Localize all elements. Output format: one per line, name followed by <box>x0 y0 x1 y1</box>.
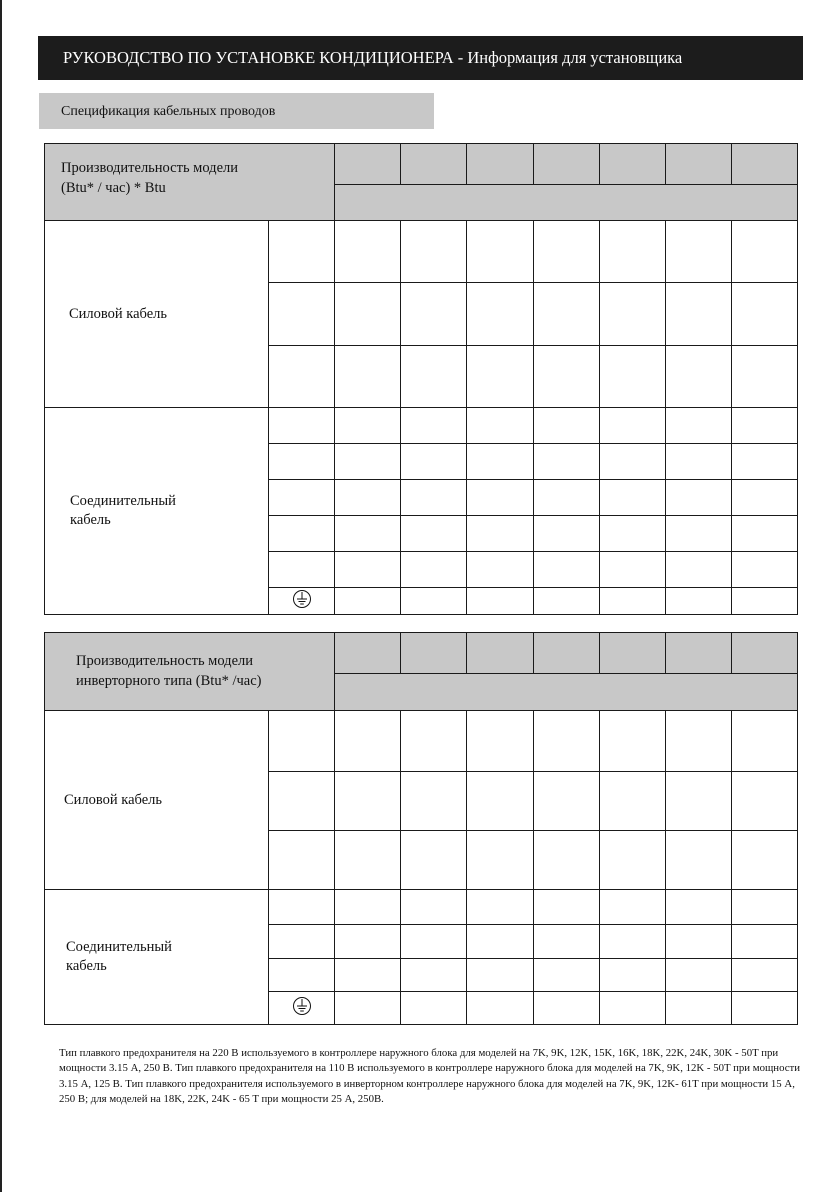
table-cell <box>401 772 467 831</box>
table-cell <box>269 772 335 831</box>
table-cell <box>666 992 732 1025</box>
header-cell <box>335 633 401 674</box>
table-cell <box>401 221 467 283</box>
table-cell <box>467 444 534 480</box>
table-cell <box>666 711 732 772</box>
header-subrow <box>335 185 798 221</box>
table-cell <box>732 831 798 890</box>
table-cell <box>335 959 401 992</box>
table-cell <box>467 831 534 890</box>
header-cell <box>401 144 467 185</box>
table-cell <box>732 408 798 444</box>
table-cell <box>732 480 798 516</box>
table-cell <box>269 890 335 925</box>
table-cell <box>401 444 467 480</box>
table-cell <box>534 959 600 992</box>
table-cell <box>534 516 600 552</box>
table-cell <box>666 516 732 552</box>
table-cell <box>401 552 467 588</box>
table-cell <box>269 925 335 959</box>
table-cell <box>467 552 534 588</box>
table-cell <box>534 890 600 925</box>
table-cell <box>335 552 401 588</box>
table-cell <box>335 444 401 480</box>
header-cell <box>600 633 666 674</box>
table-cell <box>401 516 467 552</box>
table-cell <box>666 831 732 890</box>
table-cell <box>467 925 534 959</box>
header-cell <box>732 144 798 185</box>
table-cell <box>600 772 666 831</box>
table-cell <box>534 588 600 615</box>
connecting-cable-line1: Соединительный <box>70 493 176 509</box>
table-cell <box>600 588 666 615</box>
table-cell <box>269 552 335 588</box>
table-cell <box>467 588 534 615</box>
power-cable-label: Силовой кабель <box>45 711 269 890</box>
fuse-footnote: Тип плавкого предохранителя на 220 В используемого в контроллере наружного блока для моделей на 7K, 9K, 12K, 15K, 16K, 18K, 22K, 24K, 30K - 50T при мощности 3.15 A, 250 B. Тип плавкого предохранителя на 110 В используемого в контроллере наружного блока для моделей на 7K, 9K, 12K - 50T при мощности 3.15 A, 125 B. Тип плавкого предохранителя используемого в инверторном контроллере наружного блока для моделей на 7K, 9K, 12K- 61T при мощности 15 A, 250 B; для моделей на 18K, 22K, 24K - 65 T при мощности 25 A, 250B. <box>59 1047 801 1105</box>
page-left-edge <box>0 0 2 1192</box>
ground-cell <box>269 992 335 1025</box>
ground-cell <box>269 588 335 615</box>
ground-icon <box>292 996 312 1016</box>
table-cell <box>600 480 666 516</box>
table-cell <box>401 890 467 925</box>
table-cell <box>600 959 666 992</box>
header-cell <box>666 144 732 185</box>
table-cell <box>534 346 600 408</box>
table-cell <box>732 516 798 552</box>
header-cell <box>534 144 600 185</box>
table-cell <box>534 552 600 588</box>
table-cell <box>666 925 732 959</box>
table-cell <box>467 516 534 552</box>
table-cell <box>666 772 732 831</box>
table-cell <box>534 992 600 1025</box>
table-cell <box>335 588 401 615</box>
header-cell <box>534 633 600 674</box>
table-cell <box>401 925 467 959</box>
connecting-cable-line2: кабель <box>70 512 111 528</box>
table-cell <box>467 711 534 772</box>
table-cell <box>269 711 335 772</box>
header-cell <box>600 144 666 185</box>
table-cell <box>467 992 534 1025</box>
section-title: Спецификация кабельных проводов <box>39 93 434 129</box>
table-cell <box>732 890 798 925</box>
capacity-header-line2: инверторного типа (Btu* /час) <box>76 673 262 689</box>
table-cell <box>534 925 600 959</box>
table-cell <box>666 959 732 992</box>
table-cell <box>467 283 534 346</box>
table-cell <box>666 588 732 615</box>
header-cell <box>467 144 534 185</box>
table-cell <box>666 408 732 444</box>
power-cable-label: Силовой кабель <box>45 221 269 408</box>
table-cell <box>269 346 335 408</box>
header-cell <box>467 633 534 674</box>
table-cell <box>335 221 401 283</box>
table-cell <box>732 925 798 959</box>
table-cell <box>335 772 401 831</box>
table-cell <box>732 992 798 1025</box>
table-cell <box>600 408 666 444</box>
table-cell <box>732 221 798 283</box>
table-cell <box>534 711 600 772</box>
capacity-header-cell <box>45 144 335 221</box>
table-cell <box>534 831 600 890</box>
cable-spec-table-inverter <box>44 632 798 1025</box>
table-cell <box>534 772 600 831</box>
table-cell <box>269 831 335 890</box>
table-cell <box>401 283 467 346</box>
table-cell <box>732 772 798 831</box>
table-cell <box>600 283 666 346</box>
table-cell <box>732 346 798 408</box>
capacity-header-line1: Производительность модели <box>61 160 238 176</box>
table-cell <box>600 925 666 959</box>
table-cell <box>732 444 798 480</box>
connecting-cable-line2: кабель <box>66 958 107 974</box>
table-cell <box>269 221 335 283</box>
capacity-header-line2: (Btu* / час) * Btu <box>61 180 166 196</box>
table-cell <box>534 221 600 283</box>
table-cell <box>269 516 335 552</box>
table-cell <box>467 408 534 444</box>
table-cell <box>401 408 467 444</box>
table-cell <box>467 959 534 992</box>
table-cell <box>534 408 600 444</box>
table-cell <box>269 283 335 346</box>
table-cell <box>732 552 798 588</box>
table-cell <box>467 346 534 408</box>
table-cell <box>401 959 467 992</box>
table-cell <box>666 890 732 925</box>
table-cell <box>467 480 534 516</box>
table-cell <box>269 408 335 444</box>
table-cell <box>600 552 666 588</box>
table-cell <box>401 992 467 1025</box>
table-cell <box>467 221 534 283</box>
header-subrow <box>335 674 798 711</box>
table-cell <box>732 588 798 615</box>
capacity-header-cell <box>45 633 335 711</box>
capacity-header-line1: Производительность модели <box>76 653 253 669</box>
table-cell <box>732 283 798 346</box>
header-cell <box>401 633 467 674</box>
table-cell <box>666 552 732 588</box>
table-cell <box>269 444 335 480</box>
table-cell <box>401 831 467 890</box>
table-cell <box>534 444 600 480</box>
connecting-cable-label <box>45 890 269 1025</box>
table-cell <box>600 346 666 408</box>
table-cell <box>401 346 467 408</box>
table-cell <box>666 221 732 283</box>
table-cell <box>600 890 666 925</box>
table-cell <box>467 772 534 831</box>
ground-icon <box>292 589 312 609</box>
table-cell <box>335 831 401 890</box>
table-cell <box>335 480 401 516</box>
table-cell <box>335 346 401 408</box>
table-cell <box>666 444 732 480</box>
table-cell <box>335 711 401 772</box>
page-title: РУКОВОДСТВО ПО УСТАНОВКЕ КОНДИЦИОНЕРА - Информация для установщика <box>38 36 803 80</box>
table-cell <box>335 283 401 346</box>
header-cell <box>666 633 732 674</box>
table-cell <box>335 516 401 552</box>
table-cell <box>600 444 666 480</box>
table-cell <box>600 221 666 283</box>
table-cell <box>401 480 467 516</box>
connecting-cable-label <box>45 408 269 615</box>
table-cell <box>269 959 335 992</box>
table-cell <box>534 283 600 346</box>
table-cell <box>401 588 467 615</box>
table-cell <box>335 992 401 1025</box>
table-cell <box>600 831 666 890</box>
table-cell <box>600 992 666 1025</box>
table-cell <box>335 890 401 925</box>
table-cell <box>666 480 732 516</box>
table-cell <box>732 959 798 992</box>
table-cell <box>335 925 401 959</box>
table-cell <box>600 516 666 552</box>
header-cell <box>335 144 401 185</box>
header-cell <box>732 633 798 674</box>
table-cell <box>534 480 600 516</box>
table-cell <box>335 408 401 444</box>
table-cell <box>732 711 798 772</box>
table-cell <box>600 711 666 772</box>
table-cell <box>666 283 732 346</box>
cable-spec-table-standard <box>44 143 798 615</box>
table-cell <box>401 711 467 772</box>
table-cell <box>467 890 534 925</box>
table-cell <box>666 346 732 408</box>
connecting-cable-line1: Соединительный <box>66 939 172 955</box>
table-cell <box>269 480 335 516</box>
